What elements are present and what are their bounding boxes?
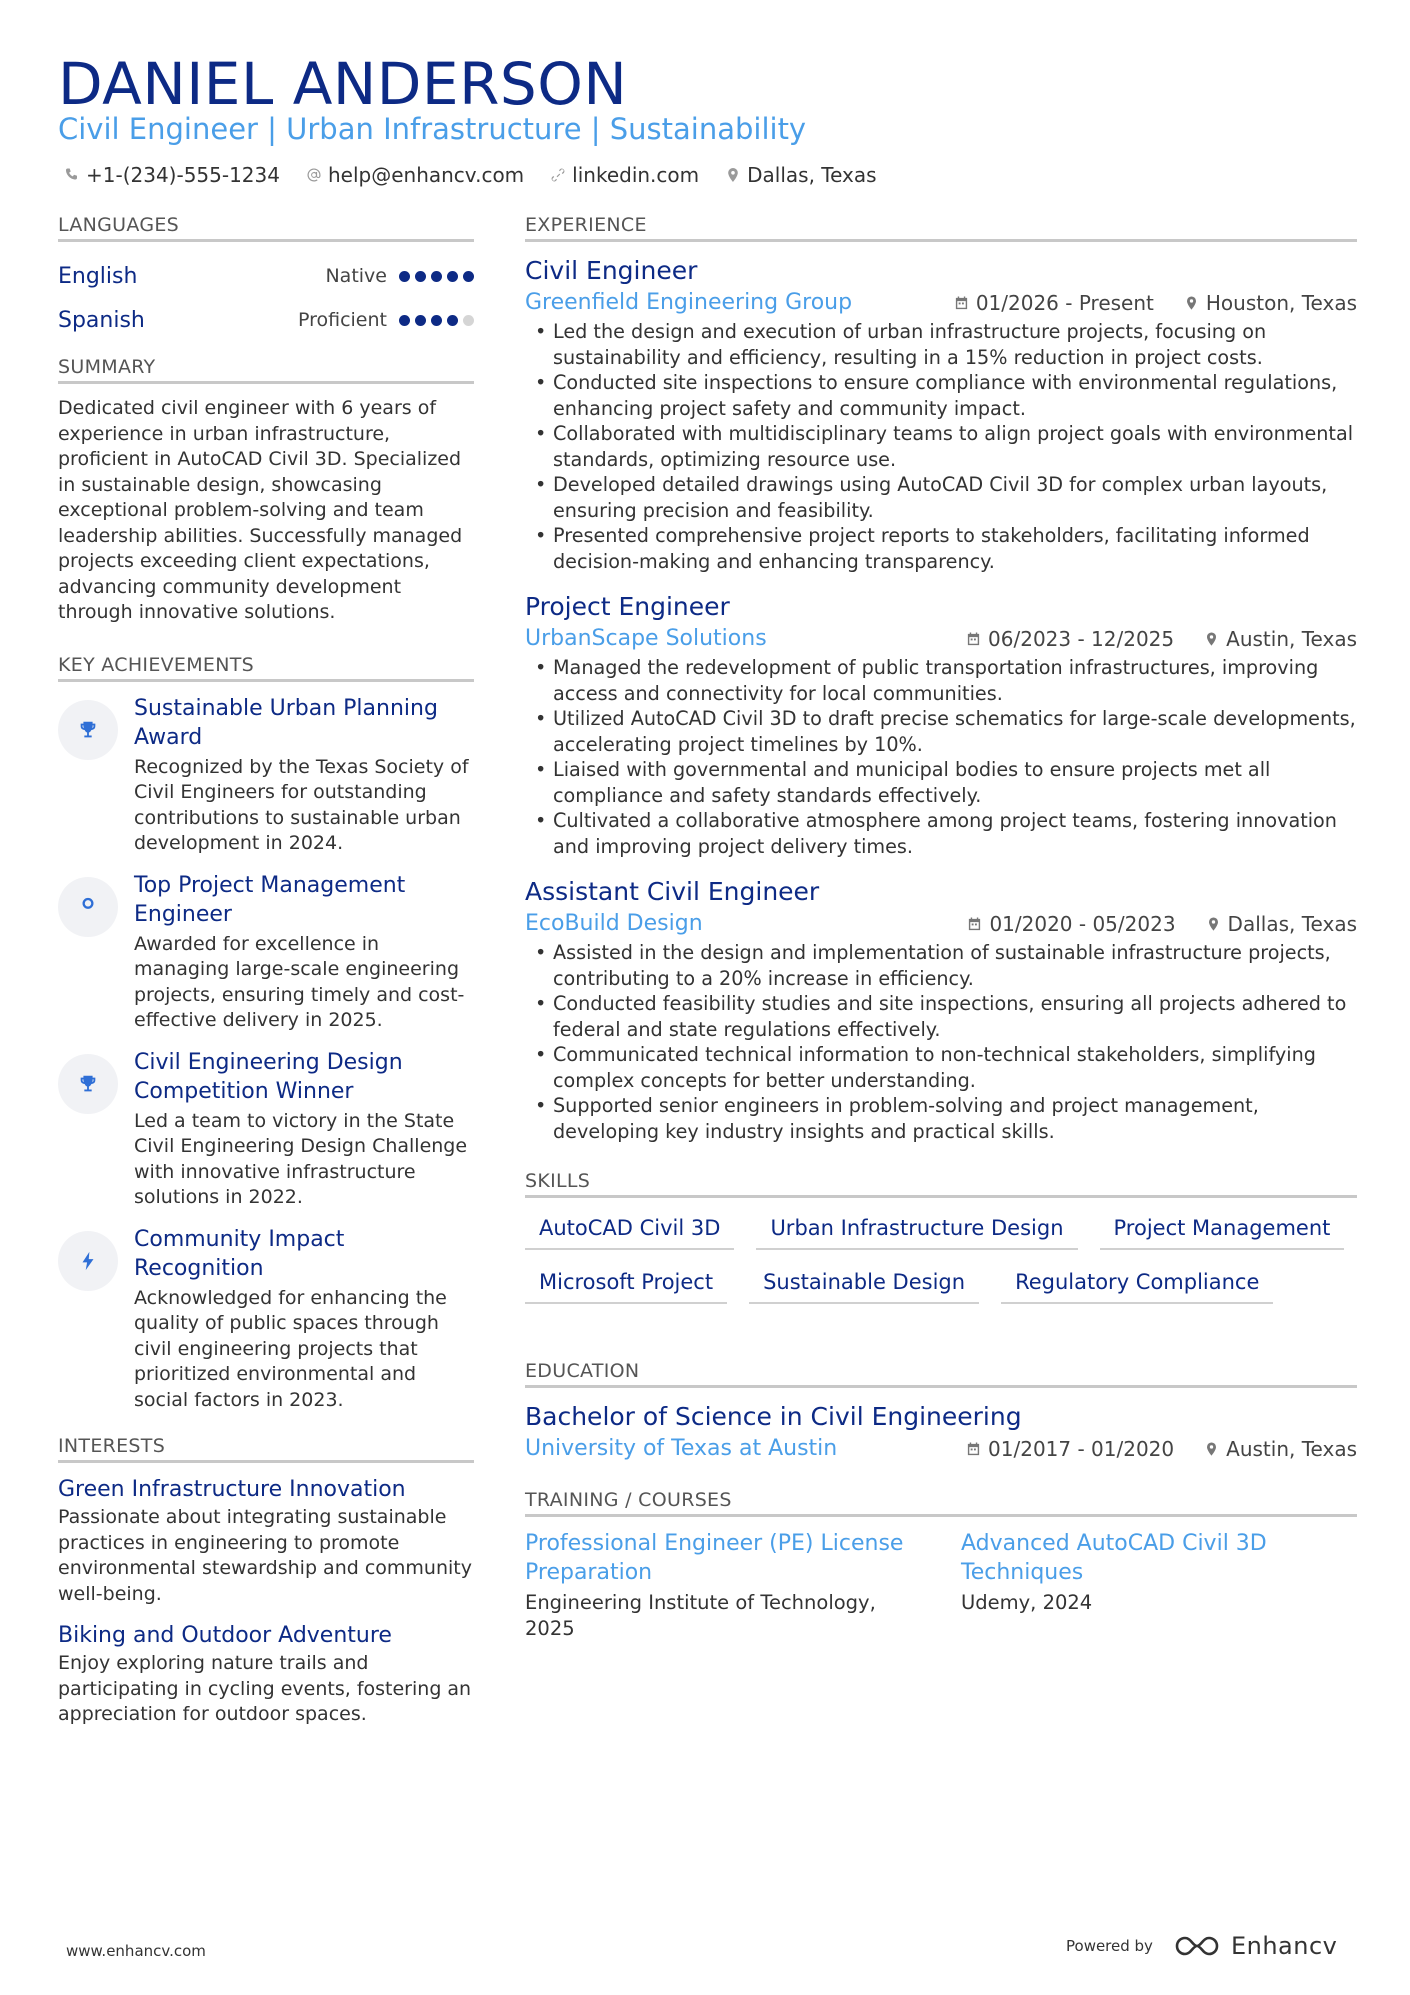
contact-location <box>725 163 876 187</box>
experience-heading: EXPERIENCE <box>525 214 1357 242</box>
award-ribbon-icon <box>77 896 99 918</box>
brand-logo[interactable] <box>1173 1932 1337 1960</box>
skill-tag: Urban Infrastructure Design <box>756 1210 1077 1250</box>
job-entry <box>525 875 1357 1144</box>
course-provider: Udemy, 2024 <box>961 1591 1093 1614</box>
map-pin-icon <box>1206 916 1221 932</box>
summary-section <box>58 356 474 626</box>
job-bullet: • Conducted feasibility studies and site inspections, ensuring all projects adhered to federal and state regulations effectively. <box>525 991 1357 1042</box>
map-pin-icon <box>1184 295 1199 311</box>
summary-heading: SUMMARY <box>58 356 474 384</box>
footer-website[interactable]: www.enhancv.com <box>66 1942 206 1960</box>
course-title[interactable]: Advanced AutoCAD Civil 3D Techniques <box>961 1531 1267 1585</box>
achievement-icon-badge <box>58 1231 118 1291</box>
skills-list <box>525 1210 1357 1304</box>
achievements-section <box>58 654 474 1414</box>
skill-tag: Project Management <box>1100 1210 1345 1250</box>
proficiency-dot-filled <box>431 315 442 326</box>
job-entry <box>525 254 1357 574</box>
at-sign-icon <box>306 167 322 183</box>
email-text: help@enhancv.com <box>327 163 525 187</box>
proficiency-dot-filled <box>447 315 458 326</box>
achievement-title: Community Impact Recognition <box>134 1226 345 1281</box>
achievement-description: Acknowledged for enhancing the quality of public spaces through civil engineering projects that prioritized environmental and social factors in 2023. <box>134 1286 447 1411</box>
language-row <box>58 254 474 298</box>
job-bullet: • Cultivated a collaborative atmosphere among project teams, fostering innovation and improving project delivery times. <box>525 808 1357 859</box>
skill-tag: Microsoft Project <box>525 1264 727 1304</box>
training-heading: TRAINING / COURSES <box>525 1489 1357 1517</box>
location-text: Dallas, Texas <box>747 163 877 187</box>
dates-text: 06/2023 - 12/2025 <box>988 626 1175 651</box>
job-bullets <box>525 940 1357 1144</box>
proficiency-dots <box>399 315 474 326</box>
education-dates <box>966 1437 1174 1461</box>
achievement-item <box>58 694 474 857</box>
job-bullet: • Collaborated with multidisciplinary teams to align project goals with environmental standards, optimizing resource use. <box>525 421 1357 472</box>
contact-linkedin[interactable] <box>550 163 699 187</box>
contact-email[interactable] <box>306 163 524 187</box>
job-location <box>1184 291 1357 315</box>
proficiency-dot-filled <box>447 271 458 282</box>
job-bullet: • Managed the redevelopment of public transportation infrastructures, improving access and connectivity for local communities. <box>525 655 1357 706</box>
job-bullet: • Communicated technical information to non-technical stakeholders, simplifying complex concepts for better understanding. <box>525 1042 1357 1093</box>
achievement-description: Recognized by the Texas Society of Civil Engineers for outstanding contributions to sustainable urban development in 2024. <box>134 755 469 854</box>
job-bullet: • Supported senior engineers in problem-solving and project management, developing key industry insights and practical skills. <box>525 1093 1357 1144</box>
proficiency-dot-filled <box>415 315 426 326</box>
interests-section <box>58 1435 474 1728</box>
job-entry <box>525 590 1357 859</box>
proficiency-dot-filled <box>399 271 410 282</box>
achievement-icon-badge <box>58 1054 118 1114</box>
achievement-item <box>58 1225 474 1414</box>
dates-text: 01/2026 - Present <box>975 290 1154 315</box>
proficiency-dot-filled <box>431 271 442 282</box>
training-section <box>525 1489 1357 1641</box>
achievement-title: Civil Engineering Design Competition Winner <box>134 1049 403 1104</box>
skill-tag: AutoCAD Civil 3D <box>525 1210 734 1250</box>
job-bullet: • Liaised with governmental and municipal bodies to ensure projects met all compliance and safety standards effectively. <box>525 757 1357 808</box>
proficiency-dot-empty <box>463 315 474 326</box>
skill-tag: Regulatory Compliance <box>1001 1264 1273 1304</box>
right-column <box>525 214 1357 1641</box>
course-item <box>525 1529 921 1641</box>
map-pin-icon <box>1204 631 1219 647</box>
education-heading: EDUCATION <box>525 1360 1357 1388</box>
languages-section <box>58 214 474 342</box>
company-name[interactable]: Greenfield Engineering Group <box>525 290 853 315</box>
language-name: Spanish <box>58 307 145 333</box>
degree-title: Bachelor of Science in Civil Engineering <box>525 1402 1022 1431</box>
job-meta <box>525 911 1357 936</box>
job-dates <box>954 291 1154 315</box>
footer-branding <box>1066 1932 1337 1960</box>
phone-icon <box>64 167 80 183</box>
enhancv-logo-icon <box>1173 1933 1221 1959</box>
location-text: Houston, Texas <box>1205 290 1357 315</box>
job-title: Civil Engineer <box>525 256 698 285</box>
map-pin-icon <box>725 167 741 183</box>
proficiency-dot-filled <box>463 271 474 282</box>
job-dates <box>967 912 1175 936</box>
education-section <box>525 1360 1357 1461</box>
phone-text: +1-(234)-555-1234 <box>86 163 280 187</box>
skills-heading: SKILLS <box>525 1170 1357 1198</box>
language-name: English <box>58 263 138 289</box>
location-text: Austin, Texas <box>1226 1436 1357 1461</box>
left-column <box>58 214 474 1742</box>
achievement-icon-badge <box>58 700 118 760</box>
job-dates <box>966 627 1174 651</box>
school-name[interactable]: University of Texas at Austin <box>525 1436 838 1461</box>
candidate-tagline: Civil Engineer | Urban Infrastructure | Sustainability <box>58 112 807 146</box>
achievement-item <box>58 871 474 1034</box>
course-title[interactable]: Professional Engineer (PE) License Preparation <box>525 1531 904 1585</box>
job-meta <box>525 290 1357 315</box>
location-text: Austin, Texas <box>1226 626 1357 651</box>
skills-section <box>525 1170 1357 1304</box>
language-row <box>58 298 474 342</box>
company-name[interactable]: UrbanScape Solutions <box>525 626 767 651</box>
job-location <box>1206 912 1357 936</box>
link-icon <box>550 167 566 183</box>
job-bullet: • Utilized AutoCAD Civil 3D to draft precise schematics for large-scale developments, accelerating project timelines by 10%. <box>525 706 1357 757</box>
interest-description: Passionate about integrating sustainable practices in engineering to promote environmental stewardship and community well-being. <box>58 1506 472 1605</box>
job-bullet: • Conducted site inspections to ensure compliance with environmental regulations, enhancing project safety and community impact. <box>525 370 1357 421</box>
location-text: Dallas, Texas <box>1227 911 1357 936</box>
language-level: Native <box>325 265 387 287</box>
contact-phone[interactable] <box>64 163 280 187</box>
interests-heading: INTERESTS <box>58 1435 474 1463</box>
interest-title: Green Infrastructure Innovation <box>58 1477 406 1502</box>
job-bullet: • Led the design and execution of urban infrastructure projects, focusing on sustainability and efficiency, resulting in a 15% reduction in project costs. <box>525 319 1357 370</box>
achievement-description: Awarded for excellence in managing large-scale engineering projects, ensuring timely and cost-effective delivery in 2025. <box>134 932 465 1031</box>
job-title: Project Engineer <box>525 592 730 621</box>
experience-section <box>525 214 1357 1144</box>
contact-bar <box>64 163 877 187</box>
trophy-icon <box>77 719 99 741</box>
course-item <box>961 1529 1341 1641</box>
language-level: Proficient <box>297 309 387 331</box>
achievement-item <box>58 1048 474 1211</box>
job-bullet: • Assisted in the design and implementation of sustainable infrastructure projects, contributing to a 20% increase in efficiency. <box>525 940 1357 991</box>
achievement-title: Top Project Management Engineer <box>134 872 406 927</box>
proficiency-dot-filled <box>399 315 410 326</box>
lightning-icon <box>77 1250 99 1272</box>
achievement-title: Sustainable Urban Planning Award <box>134 695 438 750</box>
job-bullets <box>525 319 1357 574</box>
job-location <box>1204 627 1357 651</box>
dates-text: 01/2017 - 01/2020 <box>988 1436 1175 1461</box>
skill-tag: Sustainable Design <box>749 1264 979 1304</box>
course-provider: Engineering Institute of Technology, 2025 <box>525 1591 876 1640</box>
linkedin-text: linkedin.com <box>572 163 700 187</box>
achievement-icon-badge <box>58 877 118 937</box>
calendar-icon <box>967 916 982 932</box>
calendar-icon <box>966 631 981 647</box>
languages-heading: LANGUAGES <box>58 214 474 242</box>
job-meta <box>525 626 1357 651</box>
achievements-heading: KEY ACHIEVEMENTS <box>58 654 474 682</box>
interest-description: Enjoy exploring nature trails and participating in cycling events, fostering an appreciation for outdoor spaces. <box>58 1652 472 1725</box>
job-bullet: • Developed detailed drawings using AutoCAD Civil 3D for complex urban layouts, ensuring precision and feasibility. <box>525 472 1357 523</box>
brand-name: Enhancv <box>1230 1932 1338 1960</box>
education-meta <box>525 1436 1357 1461</box>
education-location <box>1204 1437 1357 1461</box>
dates-text: 01/2020 - 05/2023 <box>989 911 1176 936</box>
summary-text: Dedicated civil engineer with 6 years of experience in urban infrastructure, proficient in AutoCAD Civil 3D. Specialized in sustainable design, showcasing exceptional problem-solving and team leadership abilities. Successfully managed projects exceeding client expectations, advancing community development through innovative solutions. <box>58 397 463 623</box>
job-bullet: • Presented comprehensive project reports to stakeholders, facilitating informed decision-making and enhancing transparency. <box>525 523 1357 574</box>
calendar-icon <box>954 295 969 311</box>
candidate-name: DANIEL ANDERSON <box>58 50 628 118</box>
courses-list <box>525 1529 1357 1641</box>
job-title: Assistant Civil Engineer <box>525 877 820 906</box>
company-name[interactable]: EcoBuild Design <box>525 911 703 936</box>
powered-by-label: Powered by <box>1066 1937 1153 1955</box>
interest-title: Biking and Outdoor Adventure <box>58 1623 392 1648</box>
proficiency-dots <box>399 271 474 282</box>
job-bullets <box>525 655 1357 859</box>
proficiency-dot-filled <box>415 271 426 282</box>
trophy-icon <box>77 1073 99 1095</box>
achievement-description: Led a team to victory in the State Civil Engineering Design Challenge with innovative infrastructure solutions in 2022. <box>134 1109 468 1208</box>
calendar-icon <box>966 1441 981 1457</box>
map-pin-icon <box>1204 1441 1219 1457</box>
